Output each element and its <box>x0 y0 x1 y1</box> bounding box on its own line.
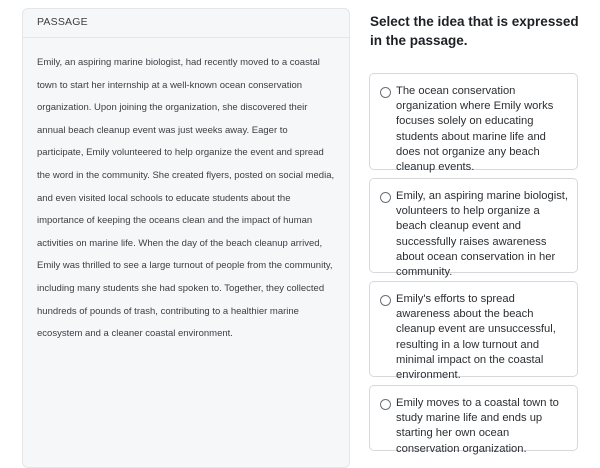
passage-header: PASSAGE <box>23 9 349 38</box>
passage-panel <box>22 8 350 468</box>
radio-button-icon[interactable] <box>380 87 391 98</box>
question-prompt: Select the idea that is expressed in the passage. <box>370 14 579 48</box>
answer-option-c[interactable] <box>369 281 578 382</box>
radio-button-icon[interactable] <box>380 192 391 203</box>
radio-button-icon[interactable] <box>380 295 391 306</box>
answer-option-label: Emily, an aspiring marine biologist, volunteers to help organize a beach cleanup event and successfully raises awareness about ocean conservation in her community. <box>396 190 569 279</box>
answer-option-label: Emily moves to a coastal town to study marine life and ends up starting her own ocean conservation organization. <box>396 397 559 455</box>
answer-option-b[interactable] <box>369 178 578 279</box>
answer-option-label: The ocean conservation organization where Emily works focuses solely on educating students about marine life and does not organize any beach cleanup events. <box>396 85 554 174</box>
answer-option-d[interactable] <box>369 385 578 455</box>
answer-option-label: Emily's efforts to spread awareness about the beach cleanup event are unsuccessful, resulting in a low turnout and minimal impact on the coastal environment. <box>396 293 556 382</box>
passage-text: Emily, an aspiring marine biologist, had recently moved to a coastal town to start her internship at a well-known ocean conservation organization. Upon joining the organization, she discovered their annual beach cleanup event was just weeks away. Eager to participate, Emily volunteered to help organize the event and spread the word in the community. She created flyers, posted on social media, and even visited local schools to educate students about the importance of keeping the oceans clean and the impact of human activities on marine life. When the day of the beach cleanup arrived, Emily was thrilled to see a large turnout of people from the community, including many students she had spoken to. Together, they collected hundreds of pounds of trash, contributing to a healthier marine ecosystem and a cleaner coastal environment. <box>37 57 335 340</box>
radio-button-icon[interactable] <box>380 399 391 410</box>
answer-option-a[interactable] <box>369 73 578 174</box>
answer-options <box>369 73 578 459</box>
